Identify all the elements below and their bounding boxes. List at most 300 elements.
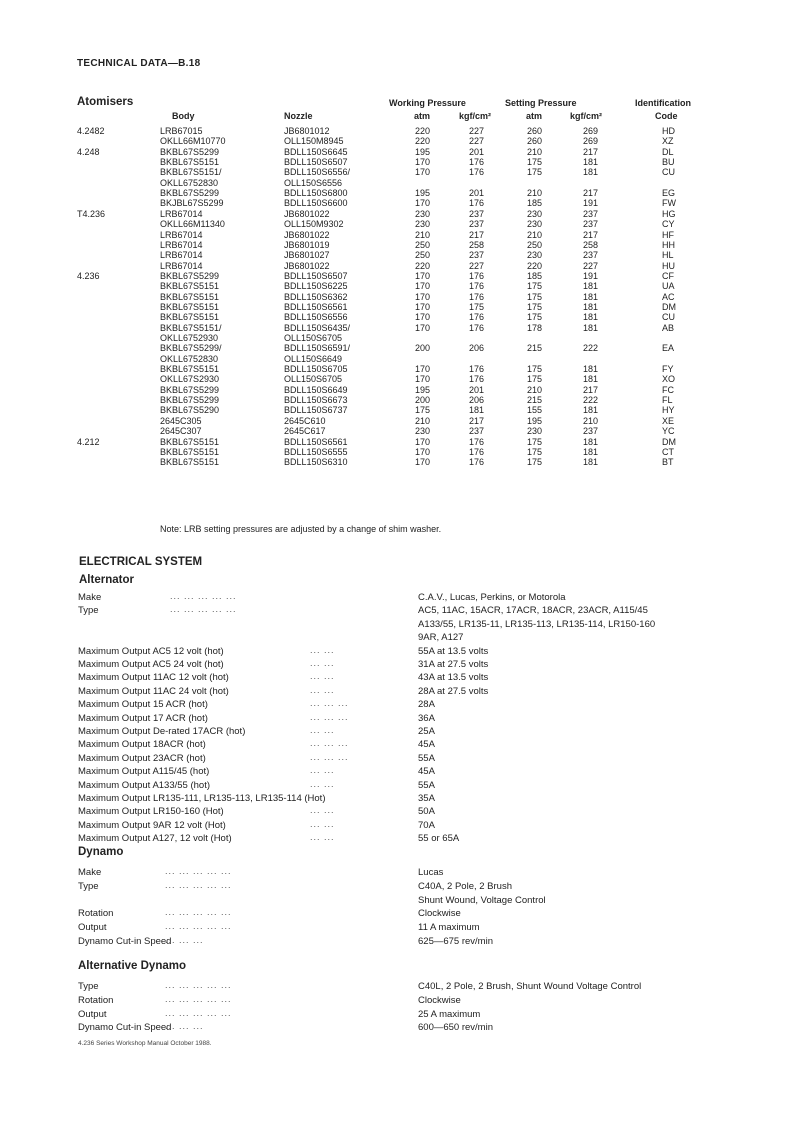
working-kgf-cell: 181 (469, 405, 485, 416)
spec-label: Maximum Output 11AC 24 volt (hot) (78, 685, 229, 697)
body-cell: OKLL6752830 (160, 177, 219, 188)
setting-kgf-cell: 181 (583, 157, 599, 168)
spec-label: Dynamo Cut-in Speed (78, 936, 172, 947)
setting-kgf-cell: 217 (583, 146, 599, 157)
code-cell: BT (662, 457, 674, 468)
setting-kgf-cell: 217 (583, 384, 599, 395)
spec-label: Type (78, 880, 99, 892)
working-kgf-cell: 237 (469, 250, 485, 261)
working-atm-cell: 210 (415, 415, 431, 426)
body-cell: BKBL67S5151 (160, 281, 220, 292)
spec-dots: ... ... ... ... ... (170, 604, 237, 615)
setting-kgf-cell: 181 (583, 374, 599, 385)
page-title: TECHNICAL DATA—B.18 (77, 58, 201, 69)
spec-value: A133/55, LR135-11, LR135-113, LR135-114, LR150-160 (418, 618, 656, 630)
working-atm-cell: 200 (415, 343, 431, 354)
code-cell: FC (662, 384, 674, 395)
nozzle-cell: JB6801022 (284, 260, 330, 271)
setting-atm-cell: 185 (527, 270, 543, 281)
nozzle-cell: BDLL150S6556/ (284, 167, 351, 178)
code-cell: DM (662, 436, 676, 447)
working-atm-cell: 170 (415, 374, 431, 385)
nozzle-cell: OLL150S6556 (284, 177, 343, 188)
code-cell: FW (662, 198, 676, 209)
spec-value: 28A (418, 699, 435, 711)
working-atm-cell: 250 (415, 239, 431, 250)
body-cell: LRB67014 (160, 208, 203, 219)
working-atm-cell: 195 (415, 384, 431, 395)
body-cell: OKLL66M11340 (160, 219, 225, 230)
nozzle-cell: OLL150S6705 (284, 333, 343, 343)
spec-label: Maximum Output 15 ACR (hot) (78, 699, 208, 711)
working-atm-cell: 195 (415, 188, 431, 199)
setting-kgf-cell: 217 (583, 229, 599, 240)
code-cell: DM (662, 301, 676, 312)
code-cell: UA (662, 281, 675, 292)
body-cell: BKBL67S5151 (160, 312, 220, 323)
setting-atm-cell: 175 (527, 301, 543, 312)
spec-label: Rotation (78, 908, 114, 920)
body-cell: BKBL67S5299 (160, 395, 220, 406)
body-cell: OKLL67S2930 (160, 374, 220, 385)
nozzle-cell: JB6801022 (284, 208, 330, 219)
working-atm-cell: 220 (415, 260, 431, 271)
spec-label: Maximum Output A115/45 (hot) (78, 766, 210, 778)
spec-label: Type (78, 605, 99, 617)
nozzle-cell: BDLL150S6645 (284, 146, 348, 157)
setting-atm-cell: 175 (527, 281, 543, 292)
working-atm-cell: 220 (415, 136, 431, 147)
body-cell: BKBL67S5299 (160, 146, 220, 157)
working-kgf-cell: 176 (469, 312, 485, 323)
spec-value: 9AR, A127 (418, 632, 464, 644)
nozzle-cell: BDLL150S6561 (284, 436, 348, 447)
body-cell: BKBL67S5151/ (160, 167, 222, 178)
nozzle-header: Nozzle (284, 111, 313, 121)
spec-label: Maximum Output AC5 24 volt (hot) (78, 659, 224, 670)
spec-dots: ... ... ... (310, 738, 349, 749)
body-cell: OKLL66M10770 (160, 136, 226, 147)
setting-atm-cell: 155 (527, 405, 543, 416)
setting-atm-cell: 250 (527, 239, 543, 250)
setting-atm-cell: 230 (527, 208, 543, 219)
setting-kgf-cell: 237 (583, 250, 599, 261)
body-cell: BKBL67S5299 (160, 270, 220, 281)
code-cell: AB (662, 322, 675, 333)
setting-atm-cell: 175 (527, 446, 543, 457)
setting-kgf-cell: 222 (583, 343, 599, 354)
working-atm-cell: 170 (415, 157, 431, 168)
spec-value: 50A (418, 806, 435, 818)
spec-value: Shunt Wound, Voltage Control (418, 894, 546, 906)
working-atm-cell: 230 (415, 426, 431, 437)
engine-cell: 4.236 (77, 270, 100, 281)
working-kgf-cell: 227 (469, 136, 485, 147)
working-kgf-cell: 176 (469, 167, 485, 178)
working-kgf-cell: 176 (469, 364, 485, 375)
spec-value: 45A (418, 766, 435, 778)
spec-label: Maximum Output 17 ACR (hot) (78, 712, 208, 724)
working-atm-cell: 170 (415, 446, 431, 457)
spec-value: 43A at 13.5 volts (418, 672, 489, 684)
nozzle-cell: BDLL150S6555 (284, 446, 348, 457)
spec-label: Maximum Output 11AC 12 volt (hot) (78, 672, 229, 684)
spec-value: Clockwise (418, 908, 461, 920)
working-atm-cell: 170 (415, 364, 431, 375)
code-cell: EG (662, 188, 676, 199)
code-cell: CY (662, 219, 675, 230)
setting-kgf-cell: 181 (583, 405, 599, 416)
nozzle-cell: JB6801022 (284, 229, 330, 240)
working-kgf-cell: 206 (469, 395, 485, 406)
code-cell: CU (662, 167, 675, 178)
setting-atm-cell: 195 (527, 415, 543, 426)
code-cell: CU (662, 312, 675, 323)
code-cell: YC (662, 426, 675, 437)
nozzle-cell: JB6801027 (284, 250, 330, 261)
code-cell: FL (662, 395, 673, 406)
spec-dots: ... ... (310, 805, 335, 816)
footer-note: 4.236 Series Workshop Manual October 1988. (78, 1040, 212, 1047)
spec-label: Maximum Output LR135-111, LR135-113, LR135-114 (Hot) (78, 793, 326, 804)
setting-kgf-cell: 191 (583, 270, 599, 281)
setting-atm-cell: 210 (527, 146, 543, 157)
spec-label: Maximum Output De-rated 17ACR (hot) (78, 726, 246, 737)
nozzle-cell: BDLL150S6649 (284, 384, 348, 395)
identification-header: Identification (635, 98, 691, 108)
spec-dots: ... ... ... ... ... (170, 591, 237, 601)
body-cell: LRB67014 (160, 239, 203, 250)
setting-atm-cell: 175 (527, 364, 543, 375)
spec-dots: ... ... (310, 818, 335, 829)
spec-dots: ... ... (310, 832, 335, 843)
setting-kgf-cell: 181 (583, 322, 599, 333)
spec-dots: ... ... (310, 725, 335, 735)
spec-label: Dynamo Cut-in Speed (78, 1022, 172, 1034)
spec-dots: ... ... ... ... ... (165, 866, 232, 876)
spec-value: 31A at 27.5 volts (418, 659, 489, 670)
spec-dots: ... ... ... (165, 935, 204, 945)
body-cell: BKBL67S5151 (160, 291, 220, 302)
nozzle-cell: OLL150S6649 (284, 353, 343, 364)
code-cell: XO (662, 374, 676, 385)
setting-kgf-cell: 181 (583, 281, 599, 292)
code-cell: HY (662, 405, 675, 416)
atomisers-heading: Atomisers (77, 96, 134, 108)
setting-atm-cell: 175 (527, 291, 543, 302)
spec-value: 25 A maximum (418, 1008, 481, 1020)
spec-dots: ... ... ... ... ... (165, 993, 232, 1004)
working-kgf-cell: 175 (469, 301, 485, 312)
spec-label: Maximum Output A127, 12 volt (Hot) (78, 833, 232, 845)
spec-value: C40L, 2 Pole, 2 Brush, Shunt Wound Voltage Control (418, 981, 642, 992)
setting-atm-cell: 185 (527, 198, 543, 209)
spec-value: 70A (418, 819, 435, 831)
working-kgf-cell: 237 (469, 426, 485, 437)
nozzle-cell: BDLL150S6591/ (284, 343, 351, 354)
setting-kgf-cell: 181 (583, 364, 599, 375)
setting-kgf-cell: 181 (583, 291, 599, 302)
body-cell: BKBL67S5290 (160, 405, 220, 416)
setting-atm-cell: 175 (527, 436, 543, 447)
body-cell: BKJBL67S5299 (160, 198, 224, 209)
working-kgf-header: kgf/cm² (459, 111, 492, 121)
body-cell: OKLL6752930 (160, 333, 219, 343)
spec-dots: ... ... ... ... ... (165, 879, 232, 890)
nozzle-cell: BDLL150S6705 (284, 364, 348, 375)
setting-atm-cell: 175 (527, 457, 543, 468)
setting-kgf-header: kgf/cm² (570, 111, 603, 121)
spec-label: Maximum Output A133/55 (hot) (78, 779, 211, 791)
setting-kgf-cell: 210 (583, 415, 599, 426)
working-kgf-cell: 176 (469, 436, 485, 447)
body-cell: LRB67014 (160, 229, 203, 240)
body-cell: BKBL67S5151 (160, 301, 220, 312)
code-cell: FY (662, 364, 674, 375)
code-cell: HU (662, 260, 675, 271)
spec-value: Clockwise (418, 994, 461, 1006)
working-kgf-cell: 206 (469, 343, 485, 354)
engine-cell: T4.236 (77, 208, 106, 219)
code-cell: DL (662, 146, 674, 157)
spec-value: C40A, 2 Pole, 2 Brush (418, 880, 512, 892)
spec-value: 600—650 rev/min (418, 1022, 493, 1034)
spec-dots: ... ... ... (165, 1021, 204, 1032)
nozzle-cell: BDLL150S6225 (284, 281, 348, 292)
dynamo-heading: Dynamo (78, 846, 124, 858)
body-cell: BKBL67S5299 (160, 384, 220, 395)
spec-value: 35A (418, 793, 435, 804)
code-cell: AC (662, 291, 675, 302)
alt-dynamo-heading: Alternative Dynamo (78, 960, 187, 972)
working-atm-cell: 170 (415, 270, 431, 281)
working-kgf-cell: 217 (469, 229, 485, 240)
code-cell: HD (662, 126, 675, 136)
body-cell: LRB67015 (160, 126, 203, 136)
nozzle-cell: JB6801012 (284, 126, 330, 136)
spec-dots: ... ... (310, 684, 335, 695)
spec-label: Maximum Output LR150-160 (Hot) (78, 806, 224, 818)
setting-atm-cell: 260 (527, 136, 543, 147)
spec-dots: ... ... (310, 644, 335, 655)
nozzle-cell: BDLL150S6600 (284, 198, 348, 209)
spec-value: 36A (418, 712, 435, 724)
spec-label: Maximum Output AC5 12 volt (hot) (78, 645, 224, 657)
nozzle-cell: BDLL150S6556 (284, 312, 348, 323)
setting-atm-cell: 230 (527, 250, 543, 261)
spec-value: 55A (418, 752, 435, 764)
engine-cell: 4.2482 (77, 126, 105, 136)
setting-atm-cell: 230 (527, 219, 543, 230)
spec-dots: ... ... ... ... ... (165, 921, 232, 932)
working-kgf-cell: 237 (469, 208, 485, 219)
working-kgf-cell: 176 (469, 374, 485, 385)
body-cell: BKBL67S5151 (160, 457, 220, 468)
spec-label: Maximum Output 23ACR (hot) (78, 752, 206, 764)
setting-atm-cell: 210 (527, 229, 543, 240)
spec-value: 55 or 65A (418, 833, 460, 845)
spec-dots: ... ... ... (310, 711, 349, 722)
spec-label: Output (78, 922, 107, 934)
spec-value: 55A (418, 779, 435, 791)
spec-label: Make (78, 592, 102, 603)
code-cell: EA (662, 343, 675, 354)
working-atm-cell: 170 (415, 301, 431, 312)
nozzle-cell: BDLL150S6737 (284, 405, 348, 416)
setting-kgf-cell: 237 (583, 219, 599, 230)
setting-kgf-cell: 237 (583, 426, 599, 437)
working-kgf-cell: 176 (469, 446, 485, 457)
spec-label: Make (78, 867, 102, 878)
spec-value: 28A at 27.5 volts (418, 685, 489, 697)
working-kgf-cell: 227 (469, 260, 485, 271)
atomisers-note: Note: LRB setting pressures are adjusted by a change of shim washer. (160, 524, 442, 534)
body-cell: OKLL6752830 (160, 353, 219, 364)
setting-kgf-cell: 181 (583, 312, 599, 323)
working-atm-cell: 170 (415, 457, 431, 468)
setting-atm-cell: 210 (527, 384, 543, 395)
nozzle-cell: BDLL150S6310 (284, 457, 348, 468)
spec-dots: ... ... ... ... ... (165, 1007, 232, 1018)
working-kgf-cell: 227 (469, 126, 485, 136)
code-cell: BU (662, 157, 675, 168)
body-cell: 2645C307 (160, 426, 202, 437)
working-kgf-cell: 258 (469, 239, 485, 250)
setting-kgf-cell: 181 (583, 446, 599, 457)
spec-value: AC5, 11AC, 15ACR, 17ACR, 18ACR, 23ACR, A115/45 (418, 605, 648, 617)
body-cell: BKBL67S5299/ (160, 343, 222, 354)
code-cell: HG (662, 208, 676, 219)
nozzle-cell: OLL150M8945 (284, 136, 344, 147)
working-atm-cell: 170 (415, 198, 431, 209)
setting-atm-cell: 178 (527, 322, 543, 333)
working-atm-cell: 170 (415, 167, 431, 178)
working-atm-cell: 220 (415, 126, 431, 136)
spec-value: Lucas (418, 867, 444, 878)
spec-value: 625—675 rev/min (418, 936, 493, 947)
spec-dots: ... ... ... (310, 751, 349, 762)
spec-value: 55A at 13.5 volts (418, 645, 489, 657)
code-cell: HF (662, 229, 674, 240)
spec-value: 25A (418, 726, 435, 737)
setting-kgf-cell: 258 (583, 239, 599, 250)
setting-kgf-cell: 181 (583, 167, 599, 178)
nozzle-cell: BDLL150S6507 (284, 270, 348, 281)
alternator-heading: Alternator (79, 574, 134, 586)
working-atm-cell: 170 (415, 281, 431, 292)
code-cell: HL (662, 250, 674, 261)
working-atm-cell: 170 (415, 312, 431, 323)
electrical-heading: ELECTRICAL SYSTEM (79, 556, 203, 568)
working-kgf-cell: 201 (469, 384, 485, 395)
spec-dots: ... ... ... ... ... (165, 907, 232, 918)
working-atm-cell: 195 (415, 146, 431, 157)
setting-kgf-cell: 181 (583, 436, 599, 447)
spec-value: 45A (418, 739, 435, 751)
working-kgf-cell: 176 (469, 457, 485, 468)
working-kgf-cell: 176 (469, 198, 485, 209)
setting-atm-cell: 215 (527, 343, 543, 354)
code-header: Code (655, 111, 678, 121)
code-cell: HH (662, 239, 675, 250)
nozzle-cell: BDLL150S6673 (284, 395, 348, 406)
setting-kgf-cell: 191 (583, 198, 599, 209)
nozzle-cell: BDLL150S6800 (284, 188, 348, 199)
nozzle-cell: BDLL150S6362 (284, 291, 348, 302)
working-atm-cell: 210 (415, 229, 431, 240)
body-header: Body (172, 111, 195, 121)
engine-cell: 4.248 (77, 146, 100, 157)
working-kgf-cell: 237 (469, 219, 485, 230)
setting-atm-cell: 220 (527, 260, 543, 271)
working-atm-cell: 250 (415, 250, 431, 261)
working-kgf-cell: 217 (469, 415, 485, 426)
body-cell: BKBL67S5151 (160, 157, 220, 168)
working-atm-cell: 170 (415, 291, 431, 302)
nozzle-cell: BDLL150S6435/ (284, 322, 351, 333)
working-atm-cell: 170 (415, 436, 431, 447)
working-kgf-cell: 176 (469, 322, 485, 333)
working-pressure-header: Working Pressure (389, 98, 466, 108)
body-cell: BKBL67S5151 (160, 436, 220, 447)
setting-atm-cell: 230 (527, 426, 543, 437)
spec-value: 11 A maximum (418, 922, 480, 934)
setting-atm-header: atm (526, 111, 543, 121)
spec-dots: ... ... ... ... ... (165, 980, 232, 990)
setting-kgf-cell: 269 (583, 136, 599, 147)
setting-atm-cell: 175 (527, 157, 543, 168)
nozzle-cell: 2645C617 (284, 426, 326, 437)
setting-pressure-header: Setting Pressure (505, 98, 577, 108)
setting-kgf-cell: 222 (583, 395, 599, 406)
setting-atm-cell: 175 (527, 374, 543, 385)
working-kgf-cell: 176 (469, 157, 485, 168)
body-cell: BKBL67S5151/ (160, 322, 222, 333)
setting-atm-cell: 210 (527, 188, 543, 199)
working-kgf-cell: 176 (469, 291, 485, 302)
spec-label: Output (78, 1008, 107, 1020)
code-cell: XZ (662, 136, 674, 147)
engine-cell: 4.212 (77, 436, 100, 447)
spec-value: C.A.V., Lucas, Perkins, or Motorola (418, 592, 566, 603)
code-cell: CT (662, 446, 674, 457)
setting-kgf-cell: 269 (583, 126, 599, 136)
working-atm-header: atm (414, 111, 431, 121)
body-cell: LRB67014 (160, 260, 203, 271)
spec-dots: ... ... (310, 671, 335, 682)
spec-dots: ... ... (310, 765, 335, 776)
setting-atm-cell: 175 (527, 312, 543, 323)
working-atm-cell: 200 (415, 395, 431, 406)
working-atm-cell: 175 (415, 405, 431, 416)
nozzle-cell: OLL150S6705 (284, 374, 343, 385)
setting-kgf-cell: 227 (583, 260, 599, 271)
nozzle-cell: OLL150M9302 (284, 219, 344, 230)
setting-kgf-cell: 181 (583, 301, 599, 312)
working-kgf-cell: 201 (469, 188, 485, 199)
nozzle-cell: BDLL150S6561 (284, 301, 348, 312)
body-cell: LRB67014 (160, 250, 203, 261)
working-kgf-cell: 176 (469, 281, 485, 292)
body-cell: 2645C305 (160, 415, 202, 426)
code-cell: CF (662, 270, 674, 281)
setting-kgf-cell: 237 (583, 208, 599, 219)
spec-label: Maximum Output 9AR 12 volt (Hot) (78, 819, 226, 831)
working-atm-cell: 230 (415, 219, 431, 230)
body-cell: BKBL67S5151 (160, 446, 220, 457)
body-cell: BKBL67S5299 (160, 188, 220, 199)
setting-kgf-cell: 217 (583, 188, 599, 199)
